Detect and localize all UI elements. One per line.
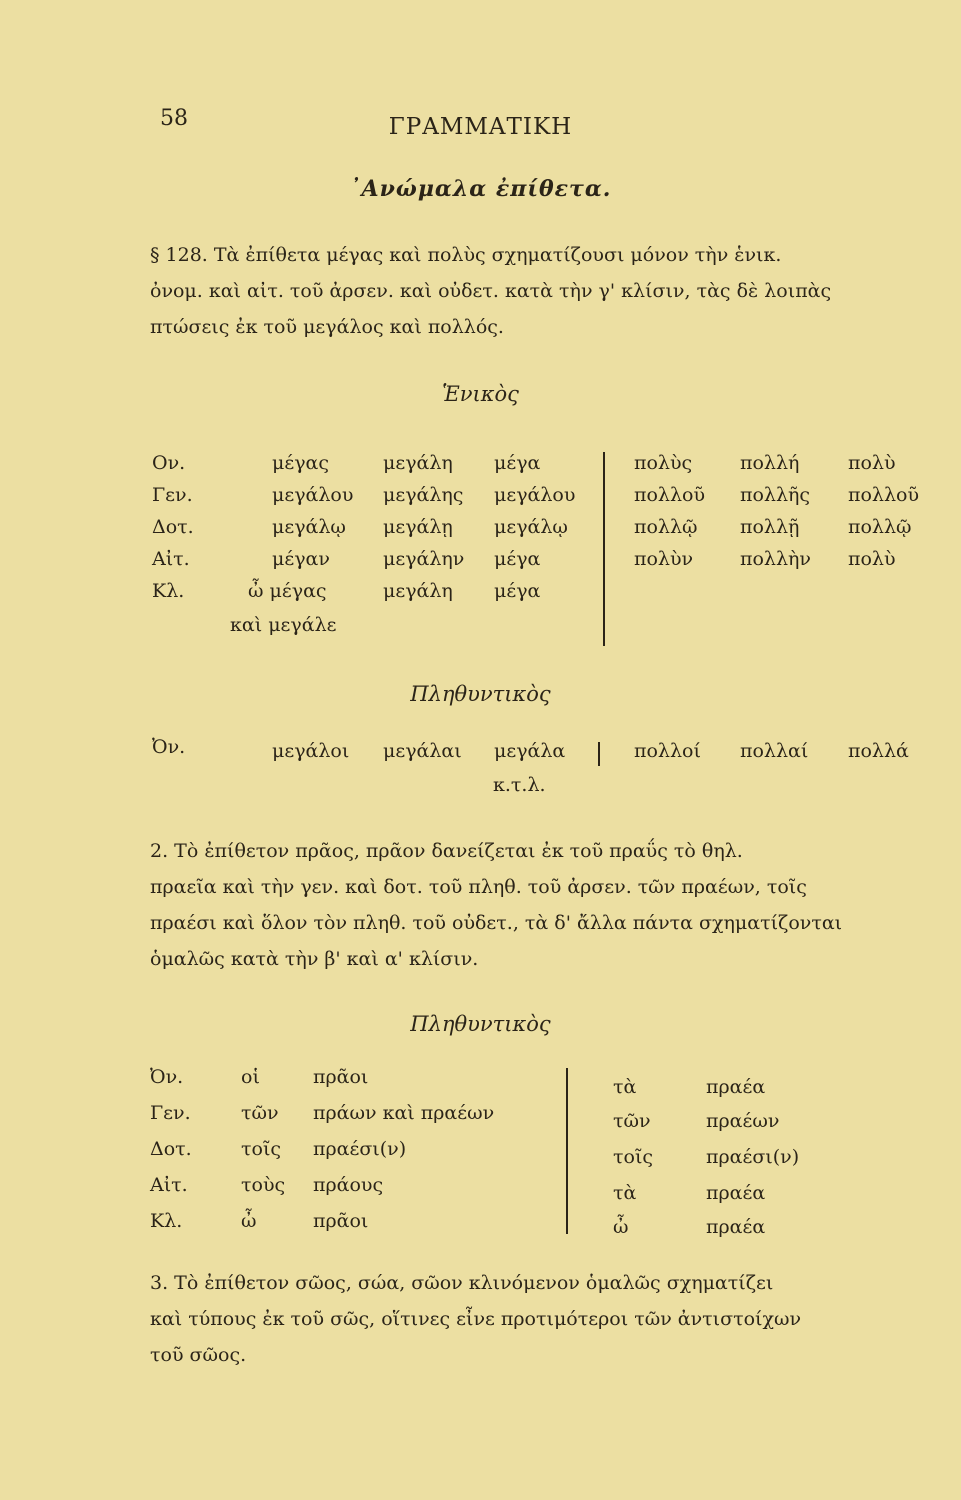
- polys-plural-neut: πολλά: [848, 740, 909, 762]
- polys-masc: πολὺς: [634, 452, 693, 474]
- plural-title-2: Πληθυντικὸς: [410, 1012, 551, 1036]
- megas-masc: μεγάλου: [272, 484, 354, 506]
- megas-neut: μέγα: [494, 452, 541, 474]
- neut-form: πραέσι(ν): [706, 1146, 800, 1168]
- megas-fem: μεγάλην: [383, 548, 465, 570]
- paragraph-3-line-1: 3. Τὸ ἐπίθετον σῶος, σώα, σῶον κλινόμενον ὁμαλῶς σχηματίζει: [150, 1272, 774, 1294]
- polys-fem: πολλὴν: [740, 548, 811, 570]
- megas-masc: μέγαν: [272, 548, 330, 570]
- megas-plural-neut: μεγάλα: [494, 740, 566, 762]
- case-label: Γεν.: [150, 1102, 191, 1124]
- polys-neut: πολὺ: [848, 452, 896, 474]
- megas-plural-fem: μεγάλαι: [383, 740, 462, 762]
- neut-form: πραέα: [706, 1216, 766, 1238]
- polys-plural-masc: πολλοί: [634, 740, 701, 762]
- case-label: Ὀν.: [150, 1066, 184, 1088]
- polys-masc: πολλῷ: [634, 516, 698, 538]
- masc-form: πράους: [313, 1174, 384, 1196]
- case-label: Ον.: [152, 452, 186, 474]
- polys-neut: πολλῷ: [848, 516, 912, 538]
- masc-article: τῶν: [241, 1102, 279, 1124]
- megas-neut: μέγα: [494, 548, 541, 570]
- paragraph-128-line-1: § 128. Τὰ ἐπίθετα μέγας καὶ πολὺς σχηματίζουσι μόνον τὴν ἑνικ.: [150, 244, 782, 266]
- polys-fem: πολλῇ: [740, 516, 800, 538]
- polys-fem: πολλῆς: [740, 484, 811, 506]
- polys-fem: πολλή: [740, 452, 800, 474]
- megas-neut: μέγα: [494, 580, 541, 602]
- paragraph-2-line-4: ὁμαλῶς κατὰ τὴν β' καὶ α' κλίσιν.: [150, 948, 479, 970]
- masc-article: τοῖς: [241, 1138, 282, 1160]
- case-label: Δοτ.: [152, 516, 194, 538]
- megas-fem: μεγάλη: [383, 452, 453, 474]
- neut-article: τοῖς: [613, 1146, 654, 1168]
- paragraph-128-line-2: ὀνομ. καὶ αἰτ. τοῦ ἀρσεν. καὶ οὐδετ. κατὰ τὴν γ' κλίσιν, τὰς δὲ λοιπὰς: [150, 280, 832, 302]
- megas-fem: μεγάλη: [383, 580, 453, 602]
- paragraph-2-line-1: 2. Τὸ ἐπίθετον πρᾶος, πρᾶον δανείζεται ἐκ τοῦ πραΰς τὸ θηλ.: [150, 840, 743, 862]
- masc-form: πράων καὶ πραέων: [313, 1102, 495, 1124]
- masc-form: πρᾶοι: [313, 1066, 369, 1088]
- megas-neut: μεγάλου: [494, 484, 576, 506]
- megas-masc: ὦ μέγας: [248, 580, 327, 602]
- masc-form: πρᾶοι: [313, 1210, 369, 1232]
- column-divider: [598, 742, 600, 766]
- neut-form: πραέων: [706, 1110, 780, 1132]
- column-divider: [566, 1068, 568, 1234]
- page-number: 58: [160, 106, 188, 131]
- polys-masc: πολὺν: [634, 548, 694, 570]
- megas-fem: μεγάλης: [383, 484, 464, 506]
- megas-fem: μεγάλῃ: [383, 516, 453, 538]
- polys-masc: πολλοῦ: [634, 484, 705, 506]
- singular-title: Ἑνικὸς: [442, 382, 519, 406]
- neut-form: πραέα: [706, 1076, 766, 1098]
- masc-article: ὦ: [241, 1210, 257, 1232]
- case-label: Κλ.: [150, 1210, 183, 1232]
- paragraph-3-line-2: καὶ τύπους ἐκ τοῦ σῶς, οἵτινες εἶνε προτιμότεροι τῶν ἀντιστοίχων: [150, 1308, 802, 1330]
- megas-plural-masc: μεγάλοι: [272, 740, 350, 762]
- paragraph-3-line-3: τοῦ σῶος.: [150, 1344, 247, 1366]
- case-label: Αἰτ.: [152, 548, 190, 570]
- plural-title: Πληθυντικὸς: [410, 682, 551, 706]
- megas-masc: μεγάλῳ: [272, 516, 346, 538]
- neut-article: ὦ: [613, 1216, 629, 1238]
- paragraph-128-line-3: πτώσεις ἐκ τοῦ μεγάλος καὶ πολλός.: [150, 316, 504, 338]
- running-head: ΓΡΑΜΜΑΤΙΚΗ: [388, 114, 573, 140]
- megas-masc: μέγας: [272, 452, 330, 474]
- neut-article: τὰ: [613, 1076, 637, 1098]
- masc-article: οἱ: [241, 1066, 260, 1088]
- paragraph-2-line-2: πραεῖα καὶ τὴν γεν. καὶ δοτ. τοῦ πληθ. τοῦ ἀρσεν. τῶν πραέων, τοῖς: [150, 876, 807, 898]
- megas-neut: μεγάλῳ: [494, 516, 568, 538]
- polys-neut: πολὺ: [848, 548, 896, 570]
- case-label: Γεν.: [152, 484, 193, 506]
- neut-article: τῶν: [613, 1110, 651, 1132]
- case-label: Δοτ.: [150, 1138, 192, 1160]
- section-heading: ᾿Ανώμαλα ἐπίθετα.: [349, 176, 612, 202]
- et-cetera: κ.τ.λ.: [493, 774, 546, 796]
- vocative-extra: καὶ μεγάλε: [230, 614, 337, 636]
- case-label: Ὀν.: [152, 736, 186, 758]
- column-divider: [603, 452, 605, 646]
- polys-plural-fem: πολλαί: [740, 740, 809, 762]
- masc-form: πραέσι(ν): [313, 1138, 407, 1160]
- paragraph-2-line-3: πραέσι καὶ ὅλον τὸν πληθ. τοῦ οὐδετ., τὰ δ' ἄλλα πάντα σχηματίζονται: [150, 912, 843, 934]
- neut-form: πραέα: [706, 1182, 766, 1204]
- neut-article: τὰ: [613, 1182, 637, 1204]
- case-label: Κλ.: [152, 580, 185, 602]
- case-label: Αἰτ.: [150, 1174, 188, 1196]
- masc-article: τοὺς: [241, 1174, 286, 1196]
- polys-neut: πολλοῦ: [848, 484, 919, 506]
